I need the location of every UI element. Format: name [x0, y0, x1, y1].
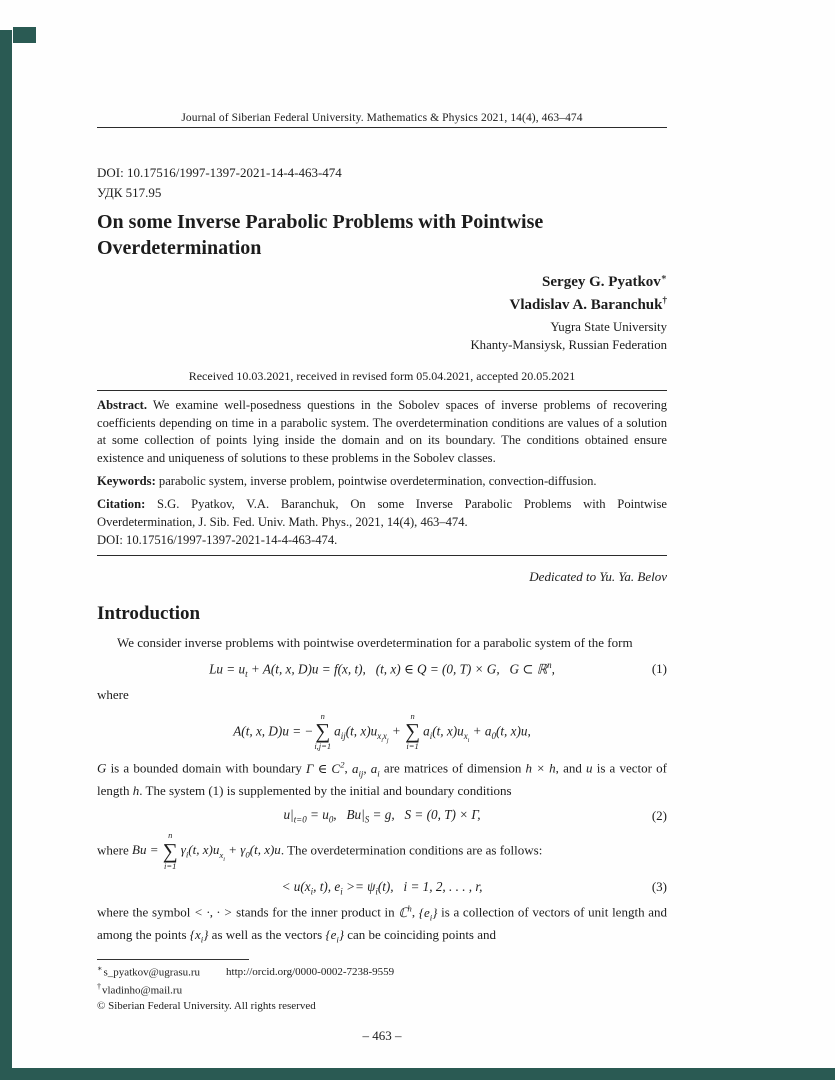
footnote-2-email: vladinho@mail.ru	[102, 984, 183, 997]
intro-paragraph-3: where Bu = n ∑ i=1 $\gamma_i(t$, $x)u_{x_i} + \gamma_0(t$, x)u. The overdetermination conditions are as follows:	[97, 830, 543, 871]
equation-a-body: A(t, x, D)u = − n ∑ i,j=1 $a_{ij}(t$, $x)u_{x_ix_j}$ + n ∑ i=1 $a_i(t$, $x)u_{x_i} + a_0(t$, x)u,	[233, 710, 531, 752]
page-number: – 463 –	[362, 1028, 402, 1043]
citation-label: Citation:	[97, 497, 146, 512]
keywords-label: Keywords:	[97, 473, 156, 488]
author-1-footnote-marker: ∗	[660, 271, 667, 282]
equation-1-body: $Lu = u_t + A(t$, x, D)u = f(x, t), (t, x) ∈ Q = (0, T) × G, G ⊂ ℝ$^n$,	[209, 659, 555, 679]
affiliation-line-1: Yugra State University	[550, 320, 667, 335]
dedication: Dedicated to Yu. Ya. Belov	[529, 569, 667, 585]
where-line: where	[97, 686, 129, 702]
footnote-2	[97, 981, 667, 999]
scan-edge-left	[0, 30, 12, 1080]
equation-2-tag: (2)	[651, 808, 667, 824]
abstract	[97, 397, 667, 468]
citation	[97, 496, 667, 549]
equation-1	[97, 660, 667, 679]
equation-3-body: < $u(x_i$, t), $e_i >= \psi_i(t)$, i = 1, 2, . . . , r,	[281, 878, 483, 897]
author-2-name: Vladislav A. Baranchuk	[509, 296, 663, 313]
equation-3	[97, 879, 667, 897]
author-1-name: Sergey G. Pyatkov	[542, 273, 661, 290]
received-line: Received 10.03.2021, received in revised form 05.04.2021, accepted 20.05.2021	[188, 369, 576, 384]
abstract-block	[97, 397, 667, 549]
equation-2-body: $u|_{t=0} = u_0$, $Bu|_S = g$, S = (0, T) × Γ,	[283, 807, 481, 825]
copyright-line: © Siberian Federal University. All rights reserved	[97, 1000, 316, 1013]
footnote-1-email: s_pyatkov@ugrasu.ru	[103, 966, 201, 979]
keywords-text: parabolic system, inverse problem, pointwise overdetermination, convection-diffusion.	[158, 473, 597, 488]
abstract-text: We examine well-posedness questions in the Sobolev spaces of inverse problems of recovering coefficients depending on time in a parabolic system. The overdetermination conditions are values of a solution at some collection of points lying inside the domain and on its boundary. The conditions obtained ensure existence and uniqueness of solutions to these problems in the Sobolev classes.	[97, 398, 668, 466]
affiliation-line-2: Khanty-Mansiysk, Russian Federation	[470, 338, 667, 353]
keywords	[97, 473, 667, 491]
author-1	[97, 271, 667, 294]
footnote-1-marker: ∗	[97, 963, 103, 973]
udk-line: УДК 517.95	[97, 184, 162, 200]
citation-doi: DOI: 10.17516/1997-1397-2021-14-4-463-474.	[97, 532, 338, 547]
footnote-1	[97, 963, 667, 981]
footnotes-block	[97, 959, 667, 1015]
author-2-footnote-marker: †	[662, 294, 667, 305]
abstract-label: Abstract.	[97, 398, 148, 413]
scan-artifact	[13, 27, 36, 43]
affiliation-block	[97, 319, 667, 355]
divider-top	[97, 390, 667, 391]
authors-block	[97, 271, 667, 317]
intro-paragraph-2: G is a bounded domain with boundary Γ ∈ $C^2$, $a_{ij}$, $a_i$ are matrices of dimension h × h, and u is a vector of length h. The system (1) is supplemented by the initial and boundary conditions	[97, 759, 667, 798]
footnote-2-marker: †	[97, 981, 101, 991]
section-heading-introduction: Introduction	[97, 603, 201, 625]
divider-bottom	[97, 555, 667, 556]
journal-header: Journal of Siberian Federal University. Mathematics & Physics 2021, 14(4), 463–474	[97, 112, 667, 128]
doi-line: DOI: 10.17516/1997-1397-2021-14-4-463-474	[97, 165, 342, 180]
footnote-rule	[97, 959, 249, 960]
footnote-1-orcid: http://orcid.org/0000-0002-7238-9559	[226, 966, 395, 979]
author-2	[97, 294, 667, 317]
equation-2	[97, 807, 667, 825]
intro-paragraph-4: where the symbol < ·, · > stands for the inner product in ℂ$^h$, $\{e_i\}$ is a collection of vectors of unit length and among the points $\{x_i\}$ as well as the vectors $\{e_i\}$ can be coinciding points and	[97, 903, 668, 945]
equation-3-tag: (3)	[651, 879, 667, 895]
citation-text: S.G. Pyatkov, V.A. Baranchuk, On some Inverse Parabolic Problems with Pointwise Overdetermination, J. Sib. Fed. Univ. Math. Phys., 2021, 14(4), 463–474.	[97, 497, 667, 529]
equation-operator-a	[97, 712, 667, 753]
equation-1-tag: (1)	[651, 661, 667, 677]
intro-paragraph-1: We consider inverse problems with pointwise overdetermination for a parabolic system of the form	[117, 635, 633, 651]
article-title: On some Inverse Parabolic Problems with Pointwise Overdetermination	[97, 211, 544, 260]
